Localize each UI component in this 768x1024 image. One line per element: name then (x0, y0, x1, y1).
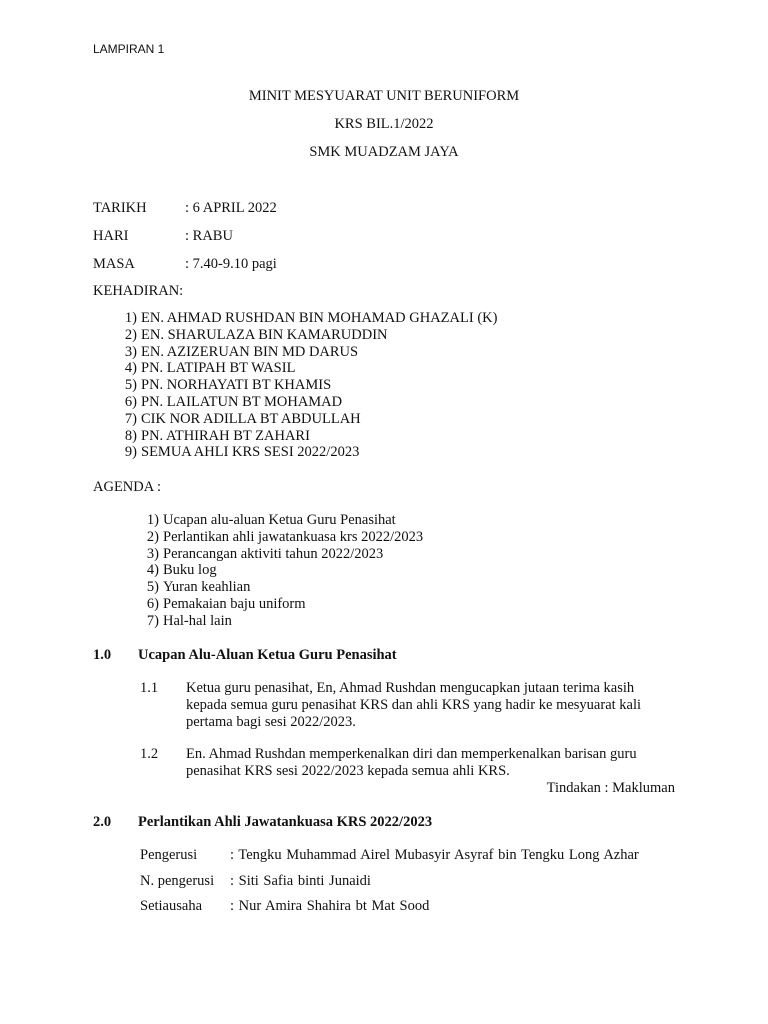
section-title: Perlantikan Ahli Jawatankuasa KRS 2022/2023 (138, 814, 433, 830)
meta-label: HARI (93, 228, 129, 244)
meta-label: TARIKH (93, 200, 147, 216)
item-number: 1.2 (140, 746, 159, 762)
committee-chair-row (140, 847, 639, 864)
committee-role: Pengerusi (140, 847, 198, 863)
title-line-3: SMK MUADZAM JAYA (309, 144, 459, 160)
list-item: 8) PN. ATHIRAH BT ZAHARI (124, 427, 310, 444)
section-1-heading (93, 647, 397, 664)
meta-value: : 7.40-9.10 pagi (185, 256, 277, 272)
meta-value: : RABU (185, 228, 233, 244)
list-item: 7) Hal-hal lain (146, 612, 232, 629)
list-item: 9) SEMUA AHLI KRS SESI 2022/2023 (124, 444, 360, 461)
agenda-heading: AGENDA : (93, 479, 162, 495)
attendance-heading: KEHADIRAN: (93, 283, 184, 299)
list-item: 5) Yuran keahlian (146, 579, 251, 596)
list-item: 6) Pemakaian baju uniform (146, 595, 306, 612)
committee-secretary-row (140, 898, 429, 915)
action-note: Tindakan : Makluman (546, 780, 675, 796)
meta-date-row (93, 200, 277, 217)
meta-label: MASA (93, 256, 135, 272)
meta-day-row (93, 228, 233, 245)
attachment-label: LAMPIRAN 1 (93, 42, 165, 56)
agenda-list (135, 512, 423, 630)
item-text: En. Ahmad Rushdan memperkenalkan diri dan memperkenalkan barisan guru penasihat KRS sesi 2022/2023 kepada semua ahli KRS. (186, 746, 637, 779)
item-text: Ketua guru penasihat, En, Ahmad Rushdan mengucapkan jutaan terima kasih kepada semua guru penasihat KRS dan ahli KRS yang hadir ke mesyuarat kali pertama bagi sesi 2022/2023. (186, 680, 642, 730)
list-item: 4) PN. LATIPAH BT WASIL (124, 360, 296, 377)
section-2-heading (93, 814, 432, 831)
list-item: 7) CIK NOR ADILLA BT ABDULLAH (124, 410, 361, 427)
item-number: 1.1 (140, 680, 159, 696)
committee-name: : Nur Amira Shahira bt Mat Sood (230, 898, 430, 914)
title-line-2: KRS BIL.1/2022 (334, 116, 434, 132)
committee-name: : Tengku Muhammad Airel Mubasyir Asyraf bin Tengku Long Azhar (230, 847, 639, 863)
committee-role: Setiausaha (140, 898, 203, 914)
attendance-list (113, 310, 497, 461)
meta-time-row (93, 256, 277, 273)
list-item: 2) Perlantikan ahli jawatankuasa krs 2022/2023 (146, 528, 424, 545)
section-title: Ucapan Alu-Aluan Ketua Guru Penasihat (138, 647, 397, 663)
section-number: 2.0 (93, 814, 112, 830)
list-item: 1) EN. AHMAD RUSHDAN BIN MOHAMAD GHAZALI (K) (124, 310, 498, 326)
list-item: 3) EN. AZIZERUAN BIN MD DARUS (124, 343, 359, 360)
section-number: 1.0 (93, 647, 112, 663)
committee-name: : Siti Safia binti Junaidi (230, 873, 371, 889)
list-item: 1) Ucapan alu-aluan Ketua Guru Penasihat (146, 512, 396, 528)
list-item: 6) PN. LAILATUN BT MOHAMAD (124, 393, 343, 410)
list-item: 4) Buku log (146, 562, 217, 579)
list-item: 3) Perancangan aktiviti tahun 2022/2023 (146, 545, 384, 562)
title-line-1: MINIT MESYUARAT UNIT BERUNIFORM (248, 88, 520, 104)
committee-vice-chair-row (140, 873, 371, 890)
list-item: 5) PN. NORHAYATI BT KHAMIS (124, 377, 332, 394)
committee-role: N. pengerusi (140, 873, 215, 889)
meta-value: : 6 APRIL 2022 (185, 200, 277, 216)
list-item: 2) EN. SHARULAZA BIN KAMARUDDIN (124, 326, 388, 343)
